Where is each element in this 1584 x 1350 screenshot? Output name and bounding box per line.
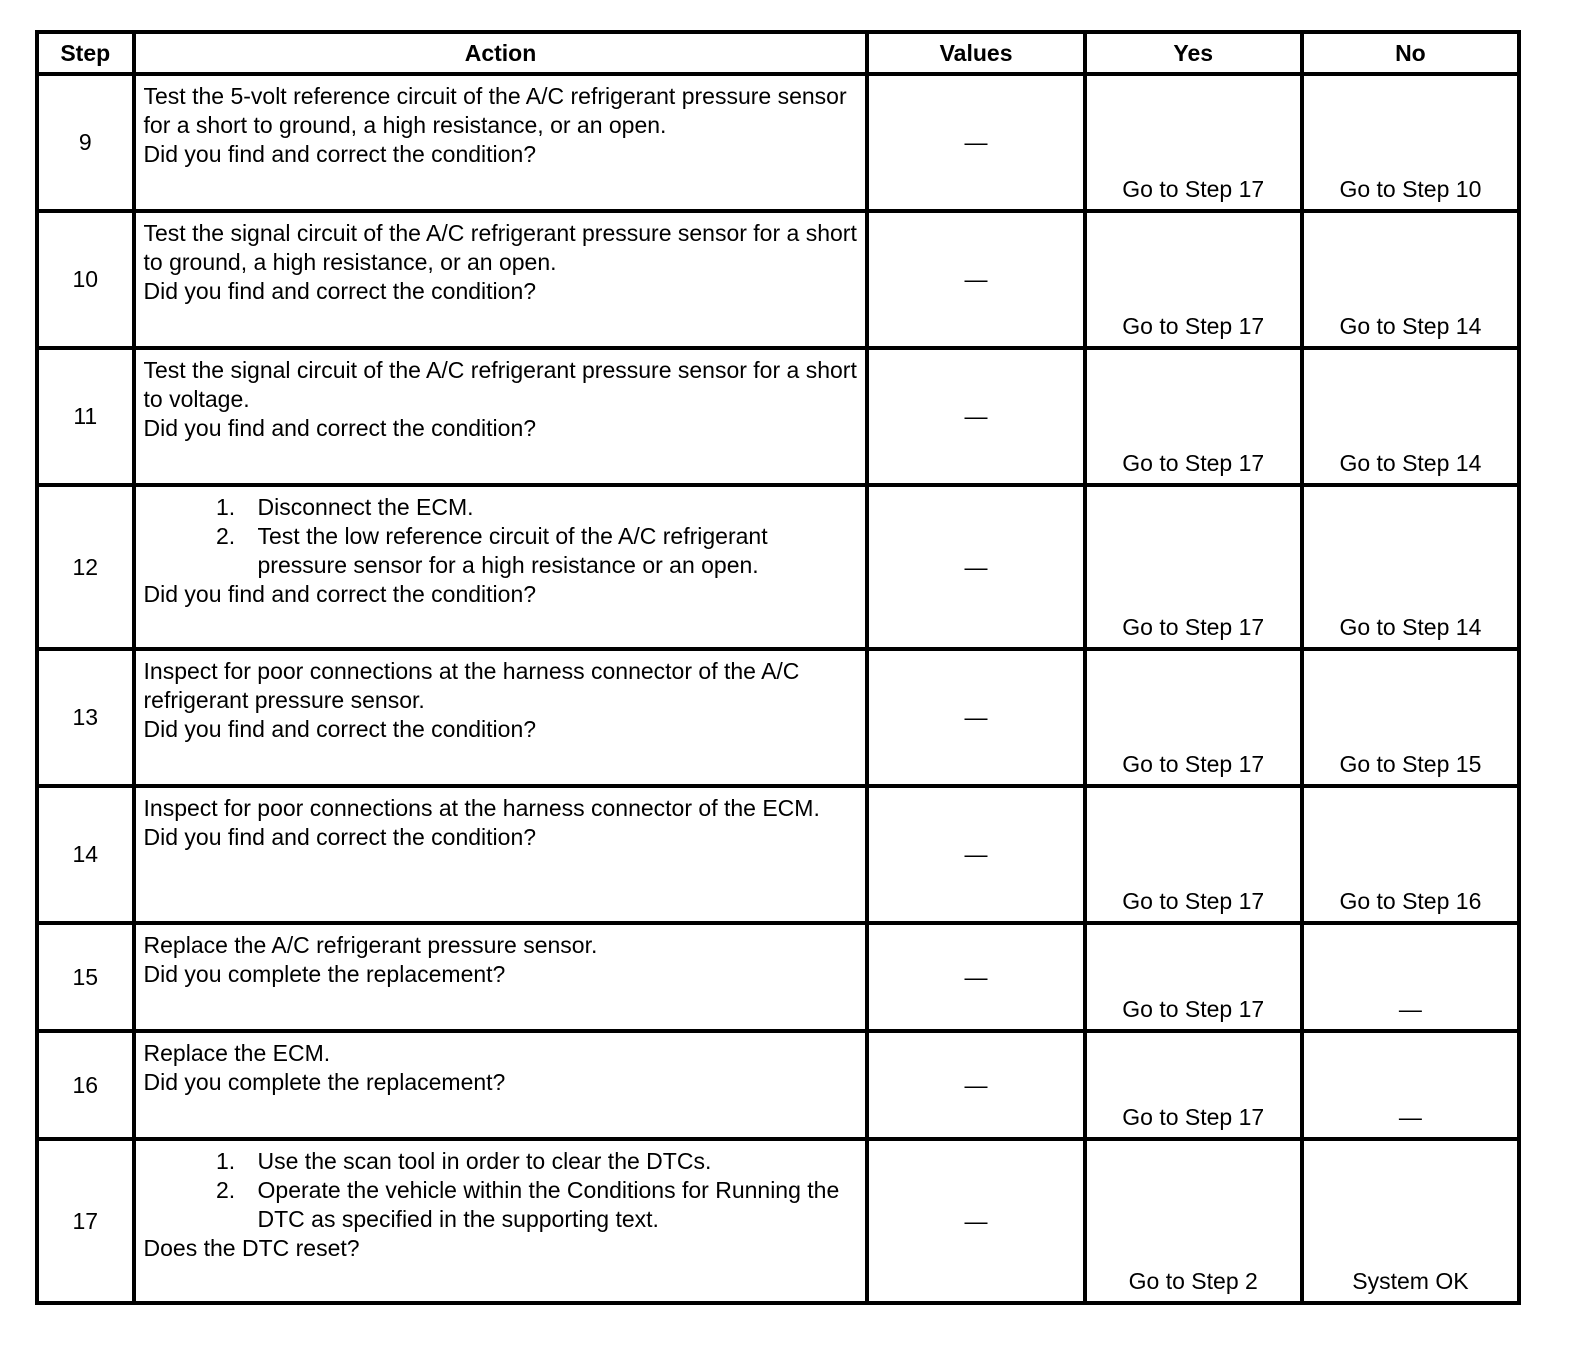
header-action: Action (134, 32, 868, 74)
action-question: Did you find and correct the condition? (143, 415, 537, 441)
step-number: 12 (37, 485, 134, 649)
values-cell: — (867, 211, 1084, 348)
action-text: Test the signal circuit of the A/C refrigerant pressure sensor for a short to voltage. (143, 357, 857, 412)
header-row (37, 32, 1519, 74)
values-cell: — (867, 1031, 1084, 1139)
header-yes: Yes (1085, 32, 1302, 74)
values-cell: — (867, 348, 1084, 485)
diagnostic-table (35, 30, 1521, 1305)
action-text: Inspect for poor connections at the harness connector of the A/C refrigerant pressure sensor. (143, 658, 800, 713)
action-cell (134, 74, 868, 211)
step-number: 17 (37, 1139, 134, 1303)
no-cell: Go to Step 14 (1302, 485, 1519, 649)
yes-cell: Go to Step 17 (1085, 211, 1302, 348)
action-question: Did you complete the replacement? (143, 1069, 506, 1095)
no-cell: Go to Step 14 (1302, 211, 1519, 348)
no-cell: System OK (1302, 1139, 1519, 1303)
no-cell: Go to Step 14 (1302, 348, 1519, 485)
yes-cell: Go to Step 17 (1085, 923, 1302, 1031)
action-cell (134, 649, 868, 786)
action-question: Did you complete the replacement? (143, 961, 506, 987)
no-cell: Go to Step 16 (1302, 786, 1519, 923)
action-text: Replace the ECM. (143, 1040, 331, 1066)
action-cell (134, 1139, 868, 1303)
no-cell: Go to Step 10 (1302, 74, 1519, 211)
action-cell (134, 211, 868, 348)
no-cell: Go to Step 15 (1302, 649, 1519, 786)
table-row (37, 348, 1519, 485)
action-question: Did you find and correct the condition? (143, 581, 537, 607)
values-cell: — (867, 485, 1084, 649)
table-row (37, 1139, 1519, 1303)
no-cell: — (1302, 1031, 1519, 1139)
values-cell: — (867, 786, 1084, 923)
step-number: 13 (37, 649, 134, 786)
values-cell: — (867, 649, 1084, 786)
action-cell (134, 786, 868, 923)
table-row (37, 923, 1519, 1031)
header-step: Step (37, 32, 134, 74)
action-cell (134, 348, 868, 485)
table-row (37, 786, 1519, 923)
table-row (37, 649, 1519, 786)
no-cell: — (1302, 923, 1519, 1031)
yes-cell: Go to Step 17 (1085, 74, 1302, 211)
yes-cell: Go to Step 2 (1085, 1139, 1302, 1303)
action-text: Test the 5-volt reference circuit of the A/C refrigerant pressure sensor for a short to ground, a high resistance, or an open. (143, 83, 847, 138)
step-number: 16 (37, 1031, 134, 1139)
list-item: 1. Disconnect the ECM. (242, 493, 858, 522)
action-question: Does the DTC reset? (143, 1235, 360, 1261)
action-cell (134, 485, 868, 649)
step-number: 11 (37, 348, 134, 485)
step-number: 10 (37, 211, 134, 348)
header-values: Values (867, 32, 1084, 74)
yes-cell: Go to Step 17 (1085, 1031, 1302, 1139)
yes-cell: Go to Step 17 (1085, 485, 1302, 649)
action-question: Did you find and correct the condition? (143, 824, 537, 850)
values-cell: — (867, 923, 1084, 1031)
table-row (37, 74, 1519, 211)
step-number: 15 (37, 923, 134, 1031)
table-row (37, 1031, 1519, 1139)
action-steps-list (144, 1147, 858, 1234)
action-question: Did you find and correct the condition? (143, 141, 537, 167)
action-question: Did you find and correct the condition? (143, 716, 537, 742)
header-no: No (1302, 32, 1519, 74)
values-cell: — (867, 1139, 1084, 1303)
action-question: Did you find and correct the condition? (143, 278, 537, 304)
table-row (37, 211, 1519, 348)
list-item: 1. Use the scan tool in order to clear the DTCs. (242, 1147, 858, 1176)
action-cell (134, 923, 868, 1031)
step-number: 9 (37, 74, 134, 211)
action-text: Test the signal circuit of the A/C refrigerant pressure sensor for a short to ground, a high resistance, or an open. (143, 220, 857, 275)
list-item: 2. Operate the vehicle within the Conditions for Running the DTC as specified in the supporting text. (242, 1176, 858, 1234)
yes-cell: Go to Step 17 (1085, 649, 1302, 786)
action-steps-list (144, 493, 858, 580)
yes-cell: Go to Step 17 (1085, 786, 1302, 923)
values-cell: — (867, 74, 1084, 211)
table-row (37, 485, 1519, 649)
action-cell (134, 1031, 868, 1139)
yes-cell: Go to Step 17 (1085, 348, 1302, 485)
list-item: 2. Test the low reference circuit of the A/C refrigerant pressure sensor for a high resistance or an open. (242, 522, 858, 580)
step-number: 14 (37, 786, 134, 923)
action-text: Replace the A/C refrigerant pressure sensor. (143, 932, 598, 958)
action-text: Inspect for poor connections at the harness connector of the ECM. (143, 795, 820, 821)
